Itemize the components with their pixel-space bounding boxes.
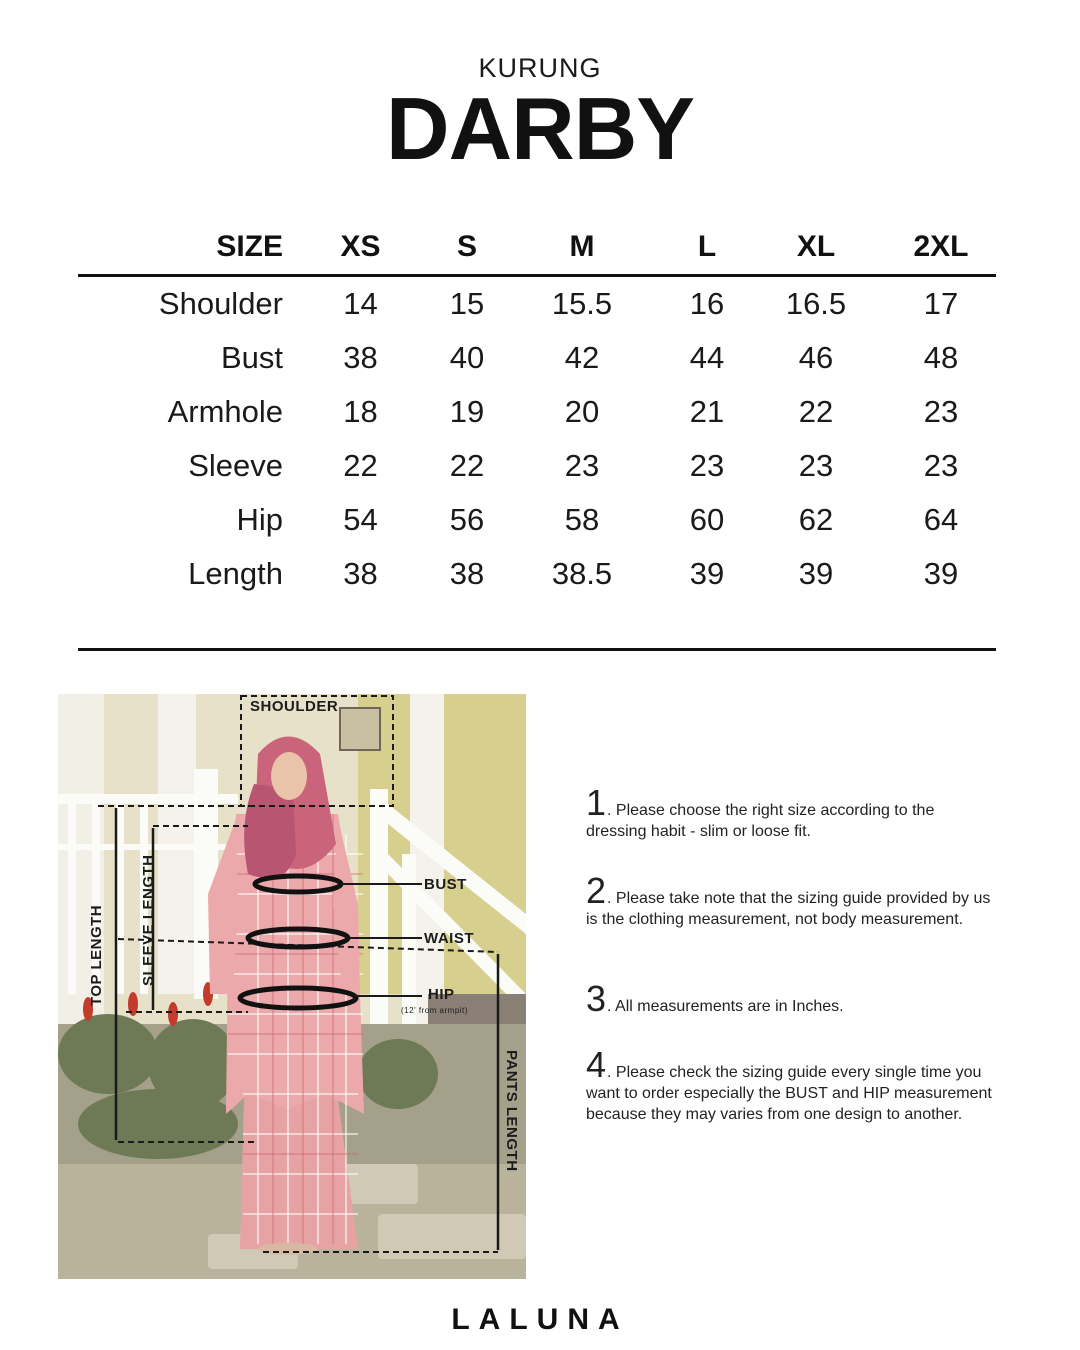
table-row	[78, 276, 996, 332]
header	[0, 48, 1080, 178]
measurement-value: 44	[689, 340, 725, 375]
measurement-value: 22	[798, 394, 834, 429]
table-row	[78, 439, 996, 493]
note-item	[586, 782, 996, 842]
measurement-label: Hip	[236, 502, 283, 537]
measurement-value: 23	[923, 448, 959, 483]
measurement-value: 62	[798, 502, 834, 537]
note-item	[586, 870, 996, 930]
note-text: . Please check the sizing guide every single time you want to order especially the BUST and HIP measurement because they may varies from one design to another.	[586, 1064, 992, 1123]
measurement-value: 38	[343, 340, 378, 375]
measurement-value: 15	[449, 286, 485, 321]
measurement-label: Shoulder	[158, 286, 283, 321]
note-number: 2	[586, 870, 607, 911]
measurement-value: 60	[689, 502, 725, 537]
note-item	[586, 978, 996, 1019]
measurement-value: 22	[449, 448, 485, 483]
size-header-s: S	[438, 219, 496, 276]
size-chart-table	[78, 219, 996, 601]
measurement-value: 38.5	[551, 556, 613, 591]
measurement-value: 46	[798, 340, 834, 375]
table-bottom-divider	[78, 648, 996, 651]
measurement-value: 22	[343, 448, 378, 483]
measurement-value: 38	[449, 556, 485, 591]
size-header-xs: XS	[283, 219, 438, 276]
size-header-row	[78, 219, 996, 276]
size-header-l: L	[668, 219, 746, 276]
measurement-value: 23	[798, 448, 834, 483]
brand-logo: LALUNA	[451, 1303, 629, 1336]
bust-label: BUST	[424, 876, 467, 893]
measurement-value: 39	[798, 556, 834, 591]
table-row	[78, 493, 996, 547]
size-header-label: SIZE	[78, 219, 283, 276]
note-number: 1	[586, 782, 607, 823]
note-item	[586, 1044, 996, 1125]
measurement-value: 18	[343, 394, 378, 429]
note-text: . Please choose the right size according to the dressing habit - slim or loose fit.	[586, 802, 935, 840]
waist-label: WAIST	[424, 930, 474, 947]
measurement-value: 23	[564, 448, 600, 483]
note-number: 3	[586, 978, 607, 1019]
measurement-value: 20	[564, 394, 600, 429]
measurement-diagram-illustration	[58, 694, 526, 1279]
table-row	[78, 547, 996, 601]
measurement-value: 54	[343, 502, 378, 537]
measurement-value: 39	[689, 556, 725, 591]
measurement-value: 48	[923, 340, 959, 375]
size-header-xl: XL	[746, 219, 886, 276]
product-category: KURUNG	[478, 53, 602, 83]
shoulder-label: SHOULDER	[250, 698, 339, 715]
size-header-m: M	[496, 219, 668, 276]
sleeve-length-label: SLEEVE LENGTH	[140, 854, 157, 986]
measurement-label: Sleeve	[188, 448, 283, 483]
measurement-value: 16	[689, 286, 725, 321]
measurement-value: 14	[343, 286, 378, 321]
measurement-value: 16.5	[785, 286, 847, 321]
measurement-value: 23	[923, 394, 959, 429]
top-length-label: TOP LENGTH	[88, 904, 105, 1006]
measurement-value: 21	[689, 394, 725, 429]
measurement-photo	[58, 694, 526, 1279]
measurement-value: 23	[689, 448, 725, 483]
measurement-value: 58	[564, 502, 600, 537]
measurement-label: Armhole	[167, 394, 283, 429]
measurement-value: 40	[449, 340, 485, 375]
measurement-value: 17	[923, 286, 959, 321]
hip-note: (12' from armpit)	[401, 1006, 468, 1015]
measurement-value: 39	[923, 556, 959, 591]
measurement-value: 64	[923, 502, 959, 537]
note-text: . Please take note that the sizing guide provided by us is the clothing measurement, not body measurement.	[586, 890, 991, 928]
pants-length-label: PANTS LENGTH	[503, 1050, 520, 1172]
table-row	[78, 331, 996, 385]
measurement-value: 56	[449, 502, 485, 537]
measurement-value: 15.5	[551, 286, 613, 321]
product-title: DARBY	[386, 79, 694, 178]
measurement-value: 42	[564, 340, 600, 375]
hip-label: HIP	[428, 986, 455, 1003]
table-row	[78, 385, 996, 439]
note-number: 4	[586, 1044, 607, 1085]
note-text: . All measurements are in Inches.	[607, 998, 844, 1015]
measurement-value: 19	[449, 394, 485, 429]
measurement-value: 38	[343, 556, 378, 591]
size-header-2xl: 2XL	[886, 219, 996, 276]
measurement-label: Bust	[220, 340, 283, 375]
measurement-label: Length	[188, 556, 283, 591]
